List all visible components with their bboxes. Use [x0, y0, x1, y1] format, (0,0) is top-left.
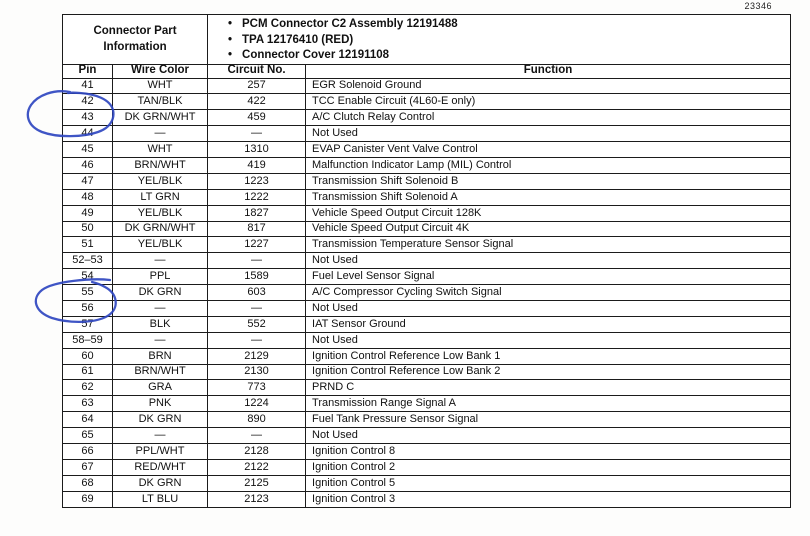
cell-function: Ignition Control 2: [306, 459, 791, 475]
cell-function: Transmission Shift Solenoid B: [306, 173, 791, 189]
table-row: [63, 428, 791, 444]
cell-pin: 56: [63, 300, 113, 316]
cell-pin: 41: [63, 78, 113, 94]
table-row: [63, 332, 791, 348]
cell-function: Ignition Control 5: [306, 475, 791, 491]
cell-circuit-no: 1589: [208, 269, 306, 285]
cell-wire-color: BRN/WHT: [113, 364, 208, 380]
cell-wire-color: LT BLU: [113, 491, 208, 507]
pinout-body: [63, 78, 791, 507]
cell-function: Ignition Control Reference Low Bank 2: [306, 364, 791, 380]
column-header-row: [63, 64, 791, 78]
cell-pin: 67: [63, 459, 113, 475]
cell-wire-color: BLK: [113, 316, 208, 332]
col-header-pin: Pin: [63, 64, 113, 78]
assembly-notes-list: [208, 15, 790, 64]
cell-wire-color: —: [113, 300, 208, 316]
cell-wire-color: BRN/WHT: [113, 157, 208, 173]
cell-function: Vehicle Speed Output Circuit 128K: [306, 205, 791, 221]
cell-function: A/C Clutch Relay Control: [306, 110, 791, 126]
table-row: [63, 221, 791, 237]
cell-function: Transmission Range Signal A: [306, 396, 791, 412]
cell-pin: 65: [63, 428, 113, 444]
cell-function: IAT Sensor Ground: [306, 316, 791, 332]
table-row: [63, 173, 791, 189]
table-row: [63, 237, 791, 253]
assembly-note: • TPA 12176410 (RED): [228, 33, 790, 49]
cell-wire-color: LT GRN: [113, 189, 208, 205]
cell-circuit-no: 890: [208, 412, 306, 428]
cell-circuit-no: —: [208, 126, 306, 142]
cell-pin: 58–59: [63, 332, 113, 348]
table-row: [63, 475, 791, 491]
cell-function: PRND C: [306, 380, 791, 396]
cell-circuit-no: 2125: [208, 475, 306, 491]
cell-circuit-no: —: [208, 428, 306, 444]
cell-wire-color: DK GRN/WHT: [113, 221, 208, 237]
cell-wire-color: YEL/BLK: [113, 237, 208, 253]
cell-wire-color: DK GRN: [113, 475, 208, 491]
cell-wire-color: DK GRN: [113, 285, 208, 301]
cell-pin: 54: [63, 269, 113, 285]
cell-circuit-no: 1310: [208, 142, 306, 158]
cell-function: Malfunction Indicator Lamp (MIL) Control: [306, 157, 791, 173]
cell-circuit-no: 2122: [208, 459, 306, 475]
assembly-note: • PCM Connector C2 Assembly 12191488: [228, 17, 790, 33]
cell-wire-color: GRA: [113, 380, 208, 396]
cell-circuit-no: 257: [208, 78, 306, 94]
table-row: [63, 189, 791, 205]
cell-pin: 64: [63, 412, 113, 428]
table-row: [63, 348, 791, 364]
table-row: [63, 412, 791, 428]
cell-circuit-no: 1827: [208, 205, 306, 221]
cell-pin: 55: [63, 285, 113, 301]
cell-circuit-no: —: [208, 253, 306, 269]
cell-wire-color: WHT: [113, 78, 208, 94]
cell-circuit-no: 2123: [208, 491, 306, 507]
table-row: [63, 78, 791, 94]
cell-pin: 60: [63, 348, 113, 364]
cell-circuit-no: 817: [208, 221, 306, 237]
cell-circuit-no: 603: [208, 285, 306, 301]
cell-pin: 47: [63, 173, 113, 189]
assembly-notes-cell: [208, 15, 791, 65]
cell-wire-color: WHT: [113, 142, 208, 158]
cell-function: TCC Enable Circuit (4L60-E only): [306, 94, 791, 110]
cell-pin: 62: [63, 380, 113, 396]
connector-info-row: [63, 15, 791, 65]
table-row: [63, 157, 791, 173]
cell-circuit-no: 2129: [208, 348, 306, 364]
cell-circuit-no: —: [208, 332, 306, 348]
cell-function: Fuel Level Sensor Signal: [306, 269, 791, 285]
cell-pin: 63: [63, 396, 113, 412]
cell-pin: 52–53: [63, 253, 113, 269]
table-row: [63, 205, 791, 221]
cell-wire-color: —: [113, 332, 208, 348]
table-row: [63, 491, 791, 507]
cell-pin: 45: [63, 142, 113, 158]
table-row: [63, 142, 791, 158]
cell-wire-color: PPL/WHT: [113, 443, 208, 459]
cell-wire-color: DK GRN: [113, 412, 208, 428]
table-row: [63, 94, 791, 110]
cell-function: Vehicle Speed Output Circuit 4K: [306, 221, 791, 237]
table-row: [63, 396, 791, 412]
cell-circuit-no: 773: [208, 380, 306, 396]
pinout-table: [62, 14, 791, 508]
cell-circuit-no: 1227: [208, 237, 306, 253]
cell-function: Not Used: [306, 253, 791, 269]
cell-function: Fuel Tank Pressure Sensor Signal: [306, 412, 791, 428]
cell-circuit-no: —: [208, 300, 306, 316]
cell-pin: 49: [63, 205, 113, 221]
cell-circuit-no: 2128: [208, 443, 306, 459]
cell-wire-color: —: [113, 126, 208, 142]
table-row: [63, 110, 791, 126]
cell-function: Not Used: [306, 428, 791, 444]
col-header-function: Function: [306, 64, 791, 78]
cell-pin: 42: [63, 94, 113, 110]
cell-circuit-no: 1222: [208, 189, 306, 205]
cell-wire-color: —: [113, 428, 208, 444]
cell-pin: 61: [63, 364, 113, 380]
table-row: [63, 316, 791, 332]
table-row: [63, 364, 791, 380]
cell-function: EVAP Canister Vent Valve Control: [306, 142, 791, 158]
cell-circuit-no: 459: [208, 110, 306, 126]
cell-pin: 48: [63, 189, 113, 205]
cell-function: A/C Compressor Cycling Switch Signal: [306, 285, 791, 301]
cell-wire-color: YEL/BLK: [113, 205, 208, 221]
cell-wire-color: PPL: [113, 269, 208, 285]
connector-part-info-label: Connector Part Information: [63, 15, 208, 65]
table-row: [63, 443, 791, 459]
cell-function: Not Used: [306, 300, 791, 316]
cell-function: EGR Solenoid Ground: [306, 78, 791, 94]
cell-pin: 46: [63, 157, 113, 173]
cell-circuit-no: 422: [208, 94, 306, 110]
cell-circuit-no: 2130: [208, 364, 306, 380]
cell-pin: 43: [63, 110, 113, 126]
cell-circuit-no: 1223: [208, 173, 306, 189]
cell-pin: 68: [63, 475, 113, 491]
table-row: [63, 380, 791, 396]
cell-pin: 69: [63, 491, 113, 507]
table-row: [63, 300, 791, 316]
cell-wire-color: —: [113, 253, 208, 269]
cell-wire-color: YEL/BLK: [113, 173, 208, 189]
table-row: [63, 285, 791, 301]
cell-function: Ignition Control Reference Low Bank 1: [306, 348, 791, 364]
cell-function: Not Used: [306, 332, 791, 348]
table-row: [63, 253, 791, 269]
cell-wire-color: BRN: [113, 348, 208, 364]
table-row: [63, 269, 791, 285]
cell-pin: 57: [63, 316, 113, 332]
cell-pin: 51: [63, 237, 113, 253]
cell-pin: 44: [63, 126, 113, 142]
cell-wire-color: RED/WHT: [113, 459, 208, 475]
cell-pin: 50: [63, 221, 113, 237]
cell-wire-color: PNK: [113, 396, 208, 412]
table-row: [63, 459, 791, 475]
cell-function: Not Used: [306, 126, 791, 142]
col-header-wire-color: Wire Color: [113, 64, 208, 78]
cell-function: Transmission Temperature Sensor Signal: [306, 237, 791, 253]
cell-wire-color: DK GRN/WHT: [113, 110, 208, 126]
cell-function: Ignition Control 3: [306, 491, 791, 507]
cell-circuit-no: 419: [208, 157, 306, 173]
cell-pin: 66: [63, 443, 113, 459]
cell-circuit-no: 1224: [208, 396, 306, 412]
cell-function: Transmission Shift Solenoid A: [306, 189, 791, 205]
table-row: [63, 126, 791, 142]
doc-number: 23346: [744, 1, 772, 11]
cell-wire-color: TAN/BLK: [113, 94, 208, 110]
cell-function: Ignition Control 8: [306, 443, 791, 459]
cell-circuit-no: 552: [208, 316, 306, 332]
assembly-note: • Connector Cover 12191108: [228, 48, 790, 64]
col-header-circuit-no: Circuit No.: [208, 64, 306, 78]
